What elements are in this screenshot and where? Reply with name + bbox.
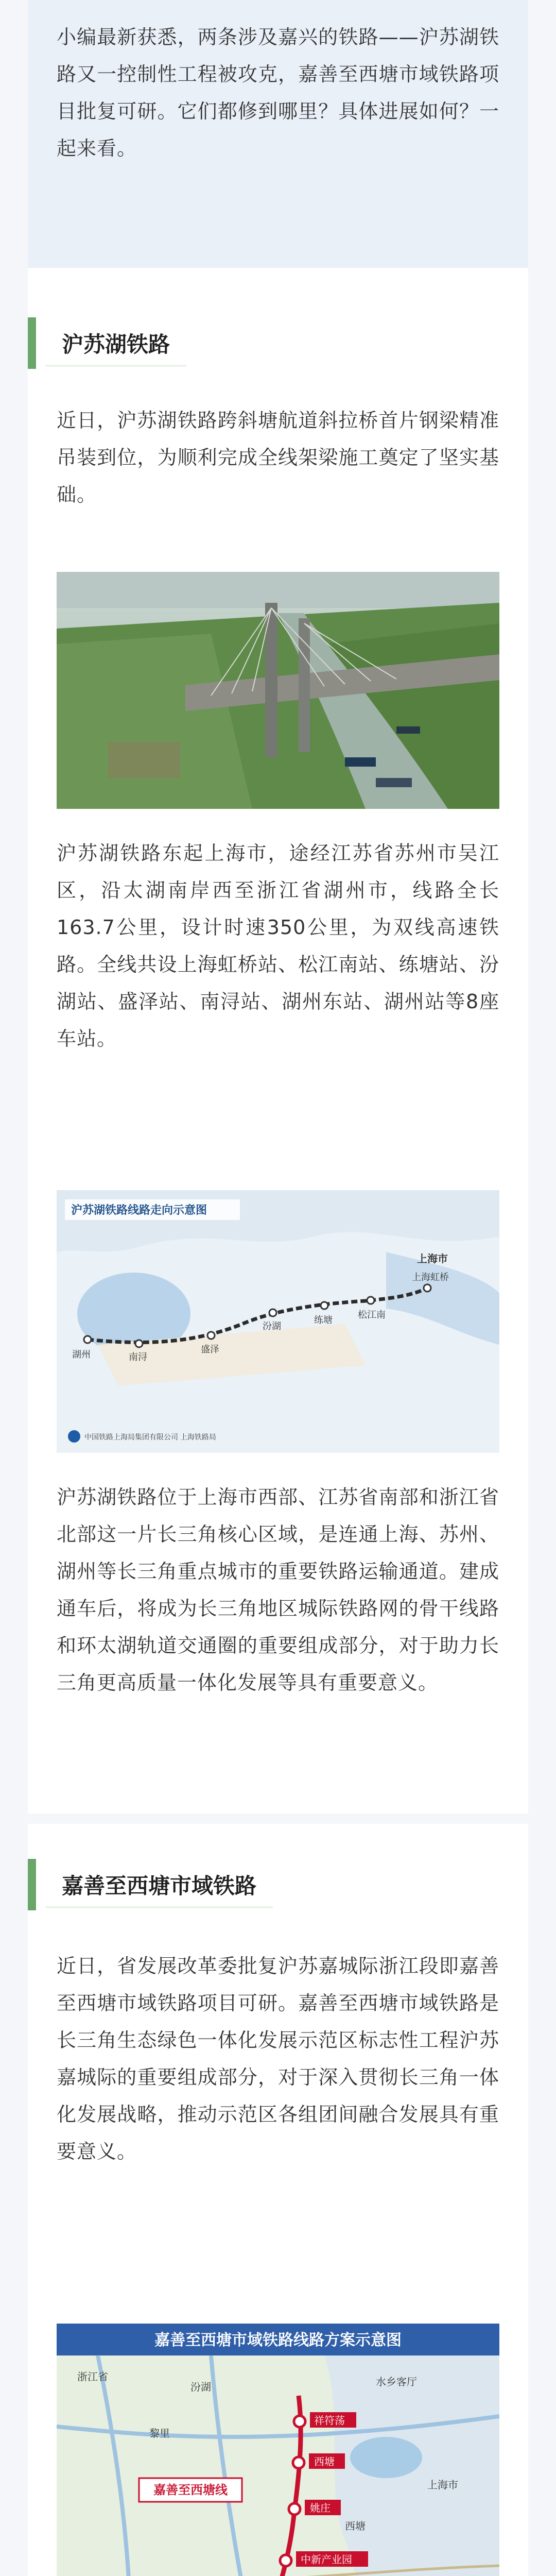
paragraph: 沪苏湖铁路东起上海市，途经江苏省苏州市吴江区，沿太湖南岸西至浙江省湖州市，线路全长163.7公里，设计时速350公里，为双线高速铁路。全线共设上海虹桥站、松江南站、练塘站、汾湖站、盛泽站、南浔站、湖州东站、湖州站等8座车站。 <box>57 842 499 1050</box>
map-label: 汾湖 <box>263 1321 281 1331</box>
section-heading-jiashan <box>28 1859 528 1910</box>
place-label: 西塘 <box>345 2521 366 2532</box>
map-label: 盛泽 <box>201 1344 219 1354</box>
station-label: 中新产业园 <box>301 2554 352 2566</box>
intro-text: 小编最新获悉，两条涉及嘉兴的铁路——沪苏湖铁路又一控制性工程被攻克，嘉善至西塘市域铁路项目批复可研。它们都修到哪里？具体进展如何？一起来看。 <box>57 26 499 160</box>
map-title: 嘉善至西塘市域铁路线路方案示意图 <box>154 2332 402 2349</box>
map-label: 南浔 <box>129 1352 147 1362</box>
paragraph: 沪苏湖铁路位于上海市西部、江苏省南部和浙江省北部这一片长三角核心区域，是连通上海、苏州、湖州等长三角重点城市的重要铁路运输通道。建成通车后，将成为长三角地区城际铁路网的骨干线路和环太湖轨道交通圈的重要组成部分，对于助力长三角更高质量一体化发展等具有重要意义。 <box>57 1486 499 1694</box>
heading-accent-bar <box>28 317 36 369</box>
heading-box <box>45 319 186 367</box>
station-label: 西塘 <box>314 2456 335 2468</box>
map-label: 松江南 <box>358 1310 386 1320</box>
heading-accent-bar <box>28 1859 36 1910</box>
paragraph: 近日，沪苏湖铁路跨斜塘航道斜拉桥首片钢梁精准吊装到位，为顺利完成全线架梁施工奠定了坚实基础。 <box>57 409 499 506</box>
place-label: 汾湖 <box>190 2382 211 2393</box>
intro-card <box>28 0 528 268</box>
route-map-jiashan <box>57 2324 499 2576</box>
place-label: 浙江省 <box>77 2371 108 2383</box>
map-label: 练塘 <box>314 1315 333 1325</box>
station-label: 祥符荡 <box>314 2415 345 2427</box>
heading-box <box>45 1861 273 1908</box>
paragraph: 近日，省发展改革委批复沪苏嘉城际浙江段即嘉善至西塘市域铁路项目可研。嘉善至西塘市域铁路是长三角生态绿色一体化发展示范区标志性工程沪苏嘉城际的重要组成部分，对于深入贯彻长三角一体化发展战略，推动示范区各组团间融合发展具有重要意义。 <box>57 1955 499 2163</box>
map-label: 湖州 <box>72 1349 91 1360</box>
map-title: 沪苏湖铁路线路走向示意图 <box>71 1204 207 1216</box>
section-heading-husuhu <box>28 317 528 369</box>
section-title: 嘉善至西塘市域铁路 <box>62 1873 257 1899</box>
map-label: 上海市 <box>417 1253 448 1265</box>
route-map-husuhu <box>57 1190 499 1453</box>
section-title: 沪苏湖铁路 <box>62 332 170 357</box>
place-label: 水乡客厅 <box>376 2377 417 2388</box>
station-label: 姚庄 <box>310 2503 331 2514</box>
place-label: 上海市 <box>427 2480 458 2491</box>
bridge-photo <box>57 572 499 809</box>
place-label: 黎里 <box>149 2428 170 2439</box>
map-footer: 中国铁路上海局集团有限公司 上海铁路局 <box>84 1433 216 1441</box>
line-tag: 嘉善至西塘线 <box>153 2483 228 2497</box>
map-label: 上海虹桥 <box>412 1272 449 1282</box>
